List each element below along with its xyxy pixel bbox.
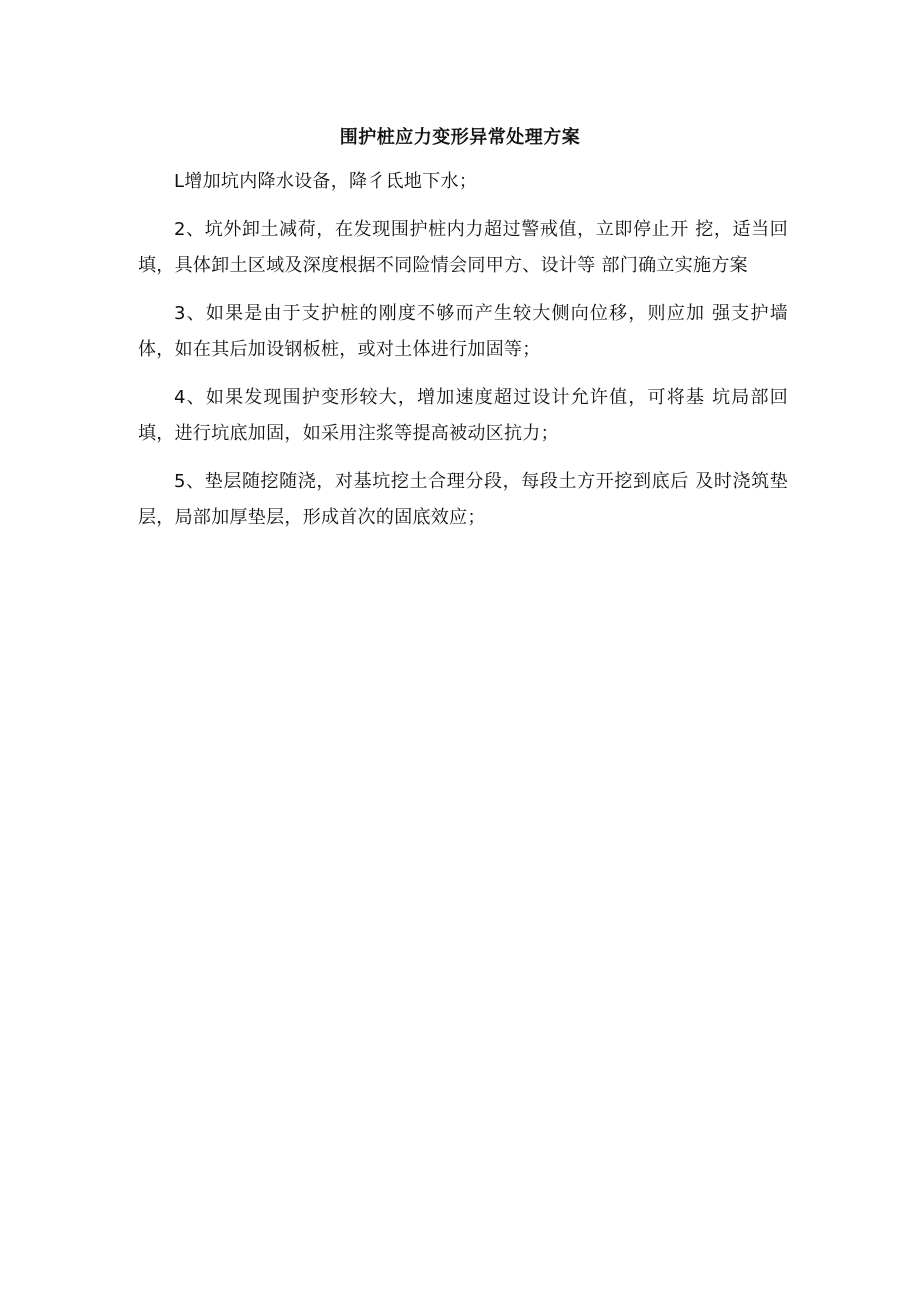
paragraph-2: 2、坑外卸土减荷，在发现围护桩内力超过警戒值，立即停止开 挖，适当回填，具体卸土区域及深度根据不同险情会同甲方、设计等 部门确立实施方案 (138, 219, 788, 276)
paragraph-5: 5、垫层随挖随浇，对基坑挖土合理分段，每段土方开挖到底后 及时浇筑垫层，局部加厚垫层，形成首次的固底效应； (138, 471, 788, 528)
document-body (138, 164, 788, 536)
paragraph-4: 4、如果发现围护变形较大，增加速度超过设计允许值，可将基 坑局部回填，进行坑底加固，如采用注浆等提高被动区抗力； (138, 387, 788, 444)
paragraph-1: L增加坑内降水设备，降彳氐地下水； (174, 171, 478, 192)
document-title: 围护桩应力变形异常处理方案 (339, 127, 581, 148)
paragraph-3: 3、如果是由于支护桩的刚度不够而产生较大侧向位移，则应加 强支护墙体，如在其后加设钢板桩，或对土体进行加固等； (138, 303, 788, 360)
